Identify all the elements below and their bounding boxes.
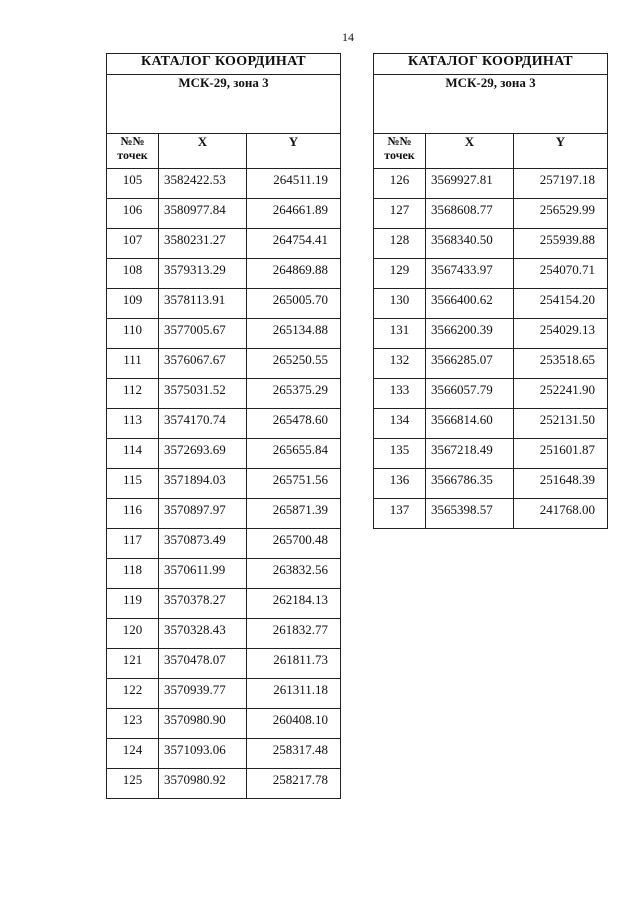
- coord-x: 3580231.27: [159, 229, 247, 259]
- table-row: [374, 199, 608, 229]
- point-number: 129: [374, 259, 426, 289]
- coord-x: 3572693.69: [159, 439, 247, 469]
- coord-y: 265655.84: [247, 439, 341, 469]
- table-row: [107, 289, 341, 319]
- coord-x: 3571093.06: [159, 739, 247, 769]
- coord-x: 3569927.81: [426, 169, 514, 199]
- coord-y: 261811.73: [247, 649, 341, 679]
- coord-x: 3582422.53: [159, 169, 247, 199]
- coord-x: 3576067.67: [159, 349, 247, 379]
- table-row: [107, 229, 341, 259]
- coord-y: 253518.65: [514, 349, 608, 379]
- coord-y: 252131.50: [514, 409, 608, 439]
- page-number: 14: [342, 30, 354, 44]
- coord-y: 265871.39: [247, 499, 341, 529]
- coord-y: 265700.48: [247, 529, 341, 559]
- coord-x: 3570939.77: [159, 679, 247, 709]
- point-number: 124: [107, 739, 159, 769]
- coord-y: 264869.88: [247, 259, 341, 289]
- coord-y: 258317.48: [247, 739, 341, 769]
- coord-x: 3570611.99: [159, 559, 247, 589]
- point-number: 127: [374, 199, 426, 229]
- column-header-y: Y: [514, 134, 608, 169]
- table-row: [107, 769, 341, 799]
- point-number: 123: [107, 709, 159, 739]
- point-number: 131: [374, 319, 426, 349]
- coord-y: 254154.20: [514, 289, 608, 319]
- point-number: 130: [374, 289, 426, 319]
- table-row: [107, 349, 341, 379]
- column-header-x: X: [159, 134, 247, 169]
- point-number: 125: [107, 769, 159, 799]
- coord-y: 262184.13: [247, 589, 341, 619]
- table-row: [374, 319, 608, 349]
- table-row: [107, 379, 341, 409]
- coord-y: 251648.39: [514, 469, 608, 499]
- table-row: [107, 439, 341, 469]
- point-number: 110: [107, 319, 159, 349]
- catalog-title: КАТАЛОГ КООРДИНАТ: [374, 54, 608, 75]
- coord-y: 251601.87: [514, 439, 608, 469]
- point-number: 132: [374, 349, 426, 379]
- coord-x: 3566285.07: [426, 349, 514, 379]
- coord-y: 256529.99: [514, 199, 608, 229]
- point-number: 121: [107, 649, 159, 679]
- table-row: [107, 259, 341, 289]
- point-number: 137: [374, 499, 426, 529]
- coord-y: 254070.71: [514, 259, 608, 289]
- coord-x: 3570897.97: [159, 499, 247, 529]
- coord-x: 3566200.39: [426, 319, 514, 349]
- point-number: 114: [107, 439, 159, 469]
- coord-x: 3571894.03: [159, 469, 247, 499]
- coord-x: 3567433.97: [426, 259, 514, 289]
- table-row: [374, 469, 608, 499]
- table-row: [107, 169, 341, 199]
- table-row: [107, 409, 341, 439]
- point-number: 135: [374, 439, 426, 469]
- coord-y: 261832.77: [247, 619, 341, 649]
- point-number: 116: [107, 499, 159, 529]
- point-number: 117: [107, 529, 159, 559]
- table-row: [374, 349, 608, 379]
- point-number: 120: [107, 619, 159, 649]
- coord-y: 241768.00: [514, 499, 608, 529]
- coord-y: 265005.70: [247, 289, 341, 319]
- point-number: 113: [107, 409, 159, 439]
- column-header-num: №№ точек: [374, 134, 426, 169]
- coordinate-catalog-right: [373, 53, 608, 529]
- table-row: [374, 379, 608, 409]
- point-number: 122: [107, 679, 159, 709]
- table-row: [374, 259, 608, 289]
- table-row: [374, 229, 608, 259]
- coord-x: 3566786.35: [426, 469, 514, 499]
- coord-y: 254029.13: [514, 319, 608, 349]
- coord-x: 3570478.07: [159, 649, 247, 679]
- point-number: 118: [107, 559, 159, 589]
- coord-y: 265375.29: [247, 379, 341, 409]
- coord-y: 264754.41: [247, 229, 341, 259]
- coord-y: 260408.10: [247, 709, 341, 739]
- coord-y: 258217.78: [247, 769, 341, 799]
- coord-y: 255939.88: [514, 229, 608, 259]
- coord-x: 3580977.84: [159, 199, 247, 229]
- coord-x: 3570378.27: [159, 589, 247, 619]
- table-row: [107, 499, 341, 529]
- coord-y: 265134.88: [247, 319, 341, 349]
- catalog-title: КАТАЛОГ КООРДИНАТ: [107, 54, 341, 75]
- point-number: 112: [107, 379, 159, 409]
- column-header-x: X: [426, 134, 514, 169]
- table-row: [107, 319, 341, 349]
- coord-y: 265478.60: [247, 409, 341, 439]
- coord-x: 3568340.50: [426, 229, 514, 259]
- zone-label: МСК-29, зона 3: [107, 75, 341, 134]
- point-number: 133: [374, 379, 426, 409]
- table-row: [107, 469, 341, 499]
- coord-x: 3570980.90: [159, 709, 247, 739]
- point-number: 126: [374, 169, 426, 199]
- table-row: [374, 439, 608, 469]
- table-row: [374, 289, 608, 319]
- point-number: 119: [107, 589, 159, 619]
- point-number: 136: [374, 469, 426, 499]
- point-number: 115: [107, 469, 159, 499]
- table-row: [107, 649, 341, 679]
- coord-x: 3579313.29: [159, 259, 247, 289]
- point-number: 134: [374, 409, 426, 439]
- point-number: 106: [107, 199, 159, 229]
- coord-y: 263832.56: [247, 559, 341, 589]
- coord-x: 3567218.49: [426, 439, 514, 469]
- table-row: [107, 709, 341, 739]
- table-row: [107, 589, 341, 619]
- table-row: [107, 529, 341, 559]
- table-row: [107, 199, 341, 229]
- coord-x: 3578113.91: [159, 289, 247, 319]
- table-row: [374, 499, 608, 529]
- table-row: [107, 619, 341, 649]
- point-number: 128: [374, 229, 426, 259]
- coord-x: 3575031.52: [159, 379, 247, 409]
- coord-y: 264661.89: [247, 199, 341, 229]
- table-row: [107, 559, 341, 589]
- zone-label: МСК-29, зона 3: [374, 75, 608, 134]
- coord-x: 3574170.74: [159, 409, 247, 439]
- coord-y: 261311.18: [247, 679, 341, 709]
- table-row: [374, 169, 608, 199]
- table-row: [107, 679, 341, 709]
- coord-y: 264511.19: [247, 169, 341, 199]
- coord-x: 3568608.77: [426, 199, 514, 229]
- coord-x: 3566057.79: [426, 379, 514, 409]
- point-number: 111: [107, 349, 159, 379]
- column-header-num: №№ точек: [107, 134, 159, 169]
- coord-x: 3570873.49: [159, 529, 247, 559]
- coord-x: 3566814.60: [426, 409, 514, 439]
- coord-x: 3570980.92: [159, 769, 247, 799]
- column-header-y: Y: [247, 134, 341, 169]
- coordinate-catalog-left: [106, 53, 341, 799]
- coord-y: 257197.18: [514, 169, 608, 199]
- coord-x: 3570328.43: [159, 619, 247, 649]
- coord-y: 252241.90: [514, 379, 608, 409]
- coord-y: 265751.56: [247, 469, 341, 499]
- point-number: 109: [107, 289, 159, 319]
- table-row: [107, 739, 341, 769]
- coord-x: 3566400.62: [426, 289, 514, 319]
- coord-x: 3577005.67: [159, 319, 247, 349]
- point-number: 107: [107, 229, 159, 259]
- table-row: [374, 409, 608, 439]
- point-number: 108: [107, 259, 159, 289]
- coord-x: 3565398.57: [426, 499, 514, 529]
- coord-y: 265250.55: [247, 349, 341, 379]
- point-number: 105: [107, 169, 159, 199]
